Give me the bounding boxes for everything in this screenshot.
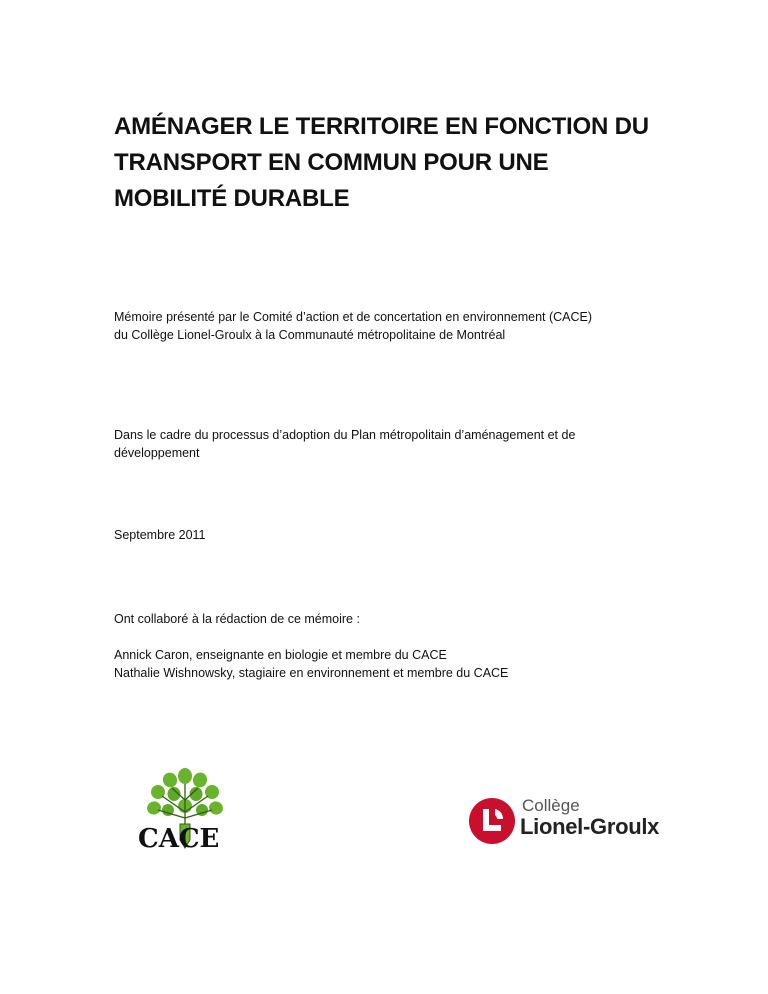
memoire-line: du Collège Lionel-Groulx à la Communauté métropolitaine de Montréal [114, 328, 506, 342]
title-line: AMÉNAGER LE TERRITOIRE EN FONCTION DU [114, 113, 649, 140]
memoire-line: Mémoire présenté par le Comité d’action et de concertation en environnement (CACE) [114, 310, 593, 324]
context-line: Dans le cadre du processus d’adoption du Plan métropolitain d’aménagement et de [114, 428, 576, 442]
page-title [114, 109, 674, 217]
title-line: MOBILITÉ DURABLE [114, 185, 350, 212]
college-label: Collège [522, 796, 580, 815]
title-line: TRANSPORT EN COMMUN POUR UNE [114, 149, 549, 176]
college-lionel-groulx-logo [466, 795, 662, 851]
author-entry: Nathalie Wishnowsky, stagiaire en environnement et membre du CACE [114, 666, 509, 680]
college-emblem-icon [468, 797, 516, 845]
cace-logo [134, 766, 236, 856]
author-entry: Annick Caron, enseignante en biologie et membre du CACE [114, 648, 447, 662]
collaborators-heading: Ont collaboré à la rédaction de ce mémoire : [114, 612, 360, 626]
context-statement [114, 426, 575, 462]
context-line: développement [114, 446, 200, 460]
college-name: Lionel-Groulx [520, 814, 660, 839]
cace-wordmark [138, 824, 234, 854]
cace-wordmark-text: CACE [138, 824, 220, 854]
authors-list [114, 646, 508, 682]
publication-date: Septembre 2011 [114, 528, 206, 542]
memoire-statement [114, 308, 592, 344]
